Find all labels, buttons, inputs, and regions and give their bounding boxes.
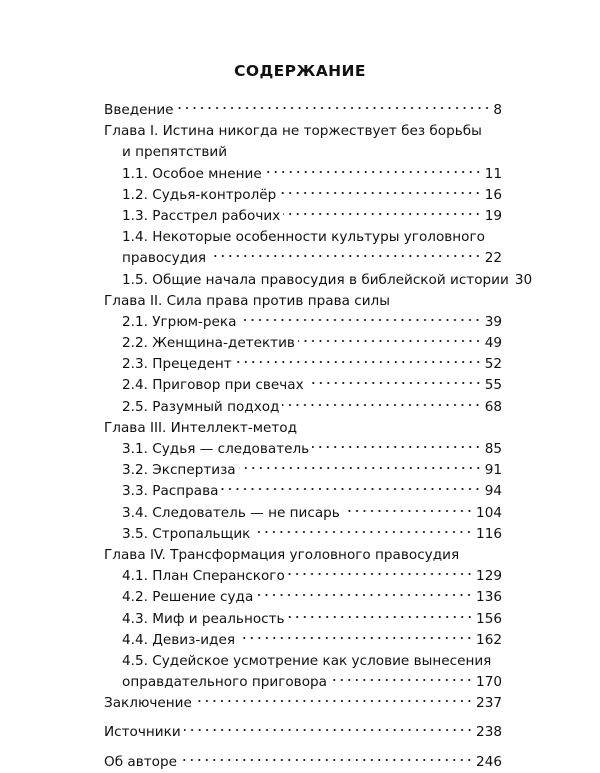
toc-entry-page-number: 238 [476,724,502,741]
toc-entry-label: 2.1. Угрюм-река [122,313,237,330]
toc-entry-page-number: 237 [476,695,502,712]
toc-entry [104,312,502,333]
toc-entry-label: 4.1. План Сперанского [122,568,285,585]
table-of-contents [104,100,533,773]
toc-entry-label: Введение [104,102,174,118]
toc-entry [104,375,502,396]
toc-entry [104,397,502,418]
toc-entry-label: Глава III. Интеллект-метод [104,419,298,436]
toc-entry [104,164,502,185]
toc-entry [104,752,502,773]
toc-entry-page-number: 39 [484,313,502,330]
toc-entry-label: 4.2. Решение суда [122,589,254,606]
toc-entry-label: правосудия [122,250,207,267]
toc-entry-label: 1.3. Расстрел рабочих [122,207,281,224]
toc-entry-label: 2.5. Разумный подход [122,398,280,415]
toc-entry-label: Глава I. Истина никогда не торжествует без борьбы [104,123,482,140]
toc-entry-page-number: 52 [484,356,502,373]
toc-entry-page-number: 246 [476,753,502,770]
toc-entry-page-number: 104 [476,504,502,521]
toc-entry-label: Источники [104,724,181,741]
toc-entry [104,651,502,672]
toc-entry [104,333,502,354]
toc-entry [104,524,502,545]
dot-leader [253,529,473,535]
toc-entry-label: 2.2. Женщина-детектив [122,335,295,352]
toc-entry-label: 3.5. Стропальщик [122,525,251,542]
toc-entry [104,545,502,566]
toc-entry [104,722,502,743]
toc-entry [104,609,502,630]
toc-entry-page-number: 116 [476,525,502,542]
toc-entry [104,142,502,163]
toc-entry-label: и препятствий [122,144,228,161]
toc-entry-label: 2.3. Прецедент [122,356,232,373]
toc-entry [104,206,502,227]
dot-leader [180,757,473,763]
toc-entry-label: 1.5. Общие начала правосудия в библейской истории [122,271,509,288]
toc-entry-page-number: 85 [484,441,502,457]
toc-entry [104,227,502,248]
dot-leader [256,592,473,598]
toc-entry-label: 3.1. Судья — следователь [122,441,310,457]
toc-entry [104,672,502,693]
dot-leader [239,317,481,323]
toc-entry [104,439,502,460]
toc-entry-page-number: 68 [484,398,502,415]
toc-entry-page-number: 170 [476,674,502,691]
dot-leader [343,508,473,514]
toc-entry [104,291,502,312]
toc-entry-page-number: 94 [484,483,502,500]
dot-leader [288,614,473,620]
toc-entry-label: оправдательного приговора [122,674,327,691]
toc-entry-label: 1.1. Особое мнение [122,165,262,182]
toc-entry-page-number: 16 [484,186,502,203]
dot-leader [330,677,473,683]
toc-entry-label: Глава II. Сила права против права силы [104,292,390,309]
dot-leader [221,486,481,492]
toc-entry [104,270,533,291]
toc-entry-page-number: 129 [476,568,502,585]
toc-entry [104,100,502,121]
toc-entry-page-number: 156 [476,610,502,627]
toc-entry [104,248,502,269]
dot-leader [195,698,473,704]
toc-entry-page-number: 55 [484,377,502,394]
toc-entry [104,503,502,524]
toc-entry [104,121,502,142]
toc-entry [104,630,502,651]
dot-leader [298,338,482,344]
toc-entry-page-number: 91 [484,462,502,479]
toc-entry-page-number: 49 [484,335,502,352]
toc-entry-label: 2.4. Приговор при свечах [122,377,304,394]
toc-entry-page-number: 8 [493,102,502,118]
toc-entry [104,418,502,439]
dot-leader [209,253,482,259]
dot-leader [279,190,481,196]
toc-entry-label: 3.3. Расправа [122,483,219,500]
toc-entry-page-number: 19 [484,207,502,224]
toc-entry-label: 4.3. Миф и реальность [122,610,285,627]
toc-entry-page-number: 162 [476,631,502,648]
toc-entry [104,587,502,608]
toc-entry [104,185,502,206]
toc-entry [104,566,502,587]
toc-entry-label: 1.2. Судья-контролёр [122,186,277,203]
toc-entry [104,481,502,502]
toc-entry-label: 3.4. Следователь — не писарь [122,504,340,521]
toc-entry-label: Заключение [104,695,192,712]
dot-leader [312,444,482,450]
dot-leader [177,105,491,111]
dot-leader [235,359,482,365]
dot-leader [238,635,473,641]
toc-entry-page-number: 22 [484,250,502,267]
dot-leader [265,169,482,175]
toc-entry-label: 4.5. Судейское усмотрение как условие вынесения [122,652,492,669]
toc-entry-page-number: 136 [476,589,502,606]
toc-entry-page-number: 30 [514,271,533,288]
toc-entry-label: 3.2. Экспертиза [122,462,236,479]
dot-leader [307,380,482,386]
toc-entry [104,693,502,714]
page-title: СОДЕРЖАНИЕ [234,62,366,80]
toc-entry-page-number: 11 [484,165,502,182]
toc-entry [104,354,502,375]
toc-entry-label: Об авторе [104,753,177,770]
dot-leader [282,402,481,408]
dot-leader [184,727,473,733]
toc-entry-label: Глава IV. Трансформация уголовного правосудия [104,546,460,563]
dot-leader [239,465,482,471]
toc-entry-label: 4.4. Девиз-идея [122,631,235,648]
dot-leader [288,571,473,577]
toc-entry [104,460,502,481]
dot-leader [283,211,481,217]
toc-entry-label: 1.4. Некоторые особенности культуры уголовного [122,229,485,246]
